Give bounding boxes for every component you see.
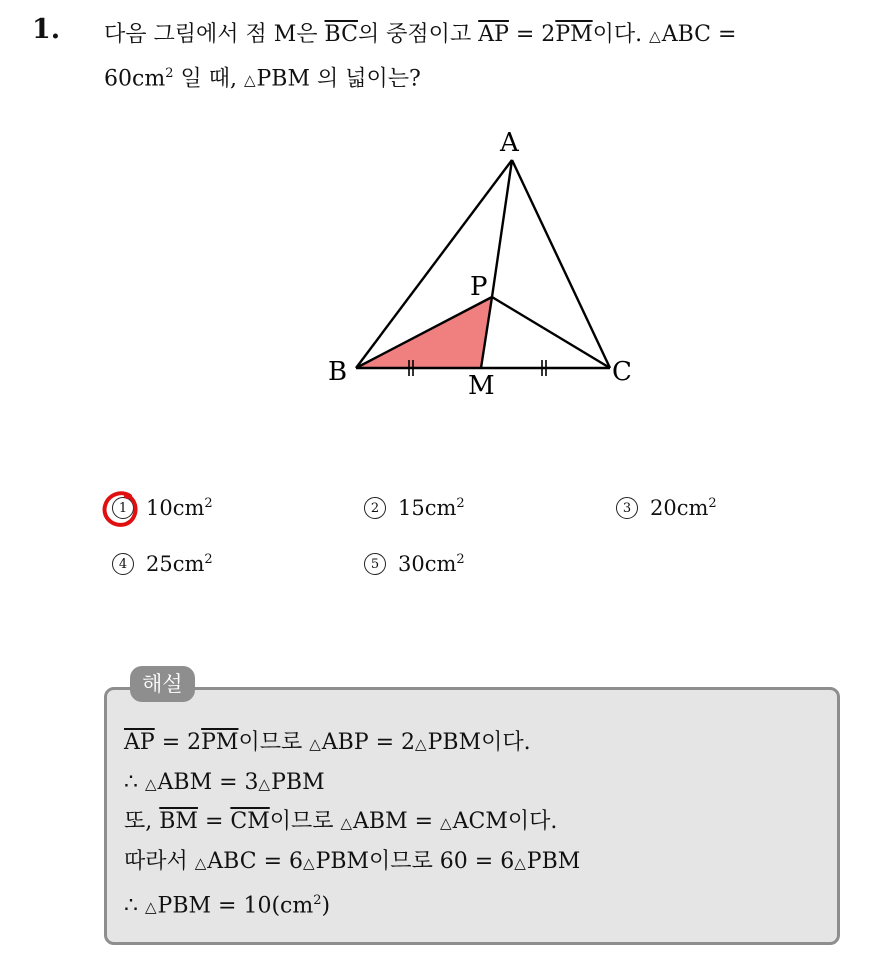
text-segment: PBM: [526, 848, 581, 874]
text-segment: 또,: [124, 809, 160, 834]
solution-text: [124, 724, 824, 927]
solution-line-5: [124, 882, 824, 927]
choice-number-5: 5: [364, 553, 386, 575]
segment-ap: [492, 160, 512, 297]
triangle-symbol: △: [258, 774, 271, 793]
question-text: [104, 16, 874, 99]
text-segment: 의 중점이고: [357, 22, 479, 47]
solution-line-4: [124, 843, 824, 883]
superscript: 2: [456, 552, 465, 567]
triangle-symbol: △: [145, 898, 157, 917]
label-m: M: [468, 371, 495, 401]
triangle-symbol: △: [303, 853, 315, 872]
label-b: B: [328, 357, 348, 387]
triangle-symbol: △: [440, 814, 452, 832]
text-segment: 이므로: [238, 730, 310, 755]
text-segment: 다음 그림에서 점 M은: [104, 22, 325, 47]
superscript: 2: [313, 893, 322, 908]
text-segment: ∴: [124, 893, 145, 919]
superscript: 2: [204, 552, 213, 567]
text-segment: 일 때,: [173, 66, 244, 92]
text-segment: PBM이다.: [427, 730, 531, 755]
text-segment: PBM 의 넓이는?: [256, 66, 421, 92]
triangle-symbol: △: [243, 71, 256, 90]
text-segment: =: [197, 809, 231, 834]
superscript: 2: [708, 496, 717, 511]
segment-ap-overline: $\overline{AP}$: [124, 730, 155, 755]
text-segment: PBM이므로 60 = 6: [315, 848, 515, 874]
triangle-symbol: △: [649, 27, 661, 45]
text-segment: = 2: [154, 730, 202, 755]
label-p: P: [470, 272, 488, 302]
text-segment: ): [321, 893, 331, 919]
text-segment: 이다.: [592, 22, 650, 47]
solution-line-2: [124, 764, 824, 804]
question-line-1: [104, 16, 874, 55]
triangle-symbol: △: [145, 774, 157, 793]
triangle-symbol: △: [340, 814, 353, 832]
text-segment: ∴: [124, 769, 145, 795]
superscript: 2: [456, 496, 465, 511]
text-segment: 이므로: [269, 809, 341, 834]
text-segment: PBM: [271, 769, 325, 795]
segment-cm-overline: $\overline{CM}$: [230, 809, 270, 834]
text-segment: ABM = 3: [157, 769, 259, 795]
choice-text: 15cm: [398, 496, 457, 520]
triangle-symbol: △: [514, 853, 526, 872]
choice-number-2: 2: [364, 497, 386, 519]
choice-value-2: [398, 496, 465, 520]
choice-value-3: [650, 496, 717, 520]
choice-4[interactable]: [112, 552, 213, 576]
solution-line-3: [124, 803, 824, 843]
superscript: 2: [204, 496, 213, 511]
choice-number-1: 1: [112, 497, 134, 519]
text-segment: ACM이다.: [452, 809, 558, 834]
label-c: C: [612, 357, 632, 387]
choice-text: 25cm: [146, 552, 205, 576]
text-segment: ABC =: [661, 22, 737, 47]
segment-pm-overline: $\overline{PM}$: [201, 730, 239, 755]
text-segment: 따라서: [124, 848, 195, 874]
segment-ap-overline: $\overline{AP}$: [478, 22, 509, 47]
text-segment: PBM = 10(cm: [157, 893, 314, 919]
triangle-symbol: △: [415, 735, 427, 753]
choice-value-4: [146, 552, 213, 576]
choice-number-4: 4: [112, 553, 134, 575]
solution-tag: 해설: [130, 666, 195, 702]
solution-line-1: [124, 724, 824, 764]
choice-value-1: [146, 496, 213, 520]
text-segment: ABM =: [353, 809, 441, 834]
text-segment: = 2: [508, 22, 556, 47]
choice-2[interactable]: [364, 496, 465, 520]
triangle-symbol: △: [194, 853, 207, 872]
segment-pm-overline: $\overline{PM}$: [555, 22, 593, 47]
text-segment: 60cm: [104, 66, 166, 92]
question-number: 1.: [32, 14, 61, 45]
triangle-symbol: △: [309, 735, 321, 753]
choice-text: 30cm: [398, 552, 457, 576]
question-line-2: [104, 55, 874, 99]
side-ac: [512, 160, 610, 368]
segment-bc-overline: $\overline{BC}$: [324, 22, 358, 47]
choice-value-5: [398, 552, 465, 576]
label-a: A: [500, 128, 519, 158]
choice-text: 20cm: [650, 496, 709, 520]
text-segment: ABP = 2: [321, 730, 416, 755]
choice-5[interactable]: [364, 552, 465, 576]
selected-answer-circle: [100, 488, 142, 530]
choice-number-3: 3: [616, 497, 638, 519]
text-segment: ABC = 6: [207, 848, 304, 874]
triangle-figure: [320, 124, 650, 404]
segment-bm-overline: $\overline{BM}$: [159, 809, 198, 834]
choice-3[interactable]: [616, 496, 717, 520]
choice-text: 10cm: [146, 496, 205, 520]
superscript: 2: [165, 66, 174, 81]
